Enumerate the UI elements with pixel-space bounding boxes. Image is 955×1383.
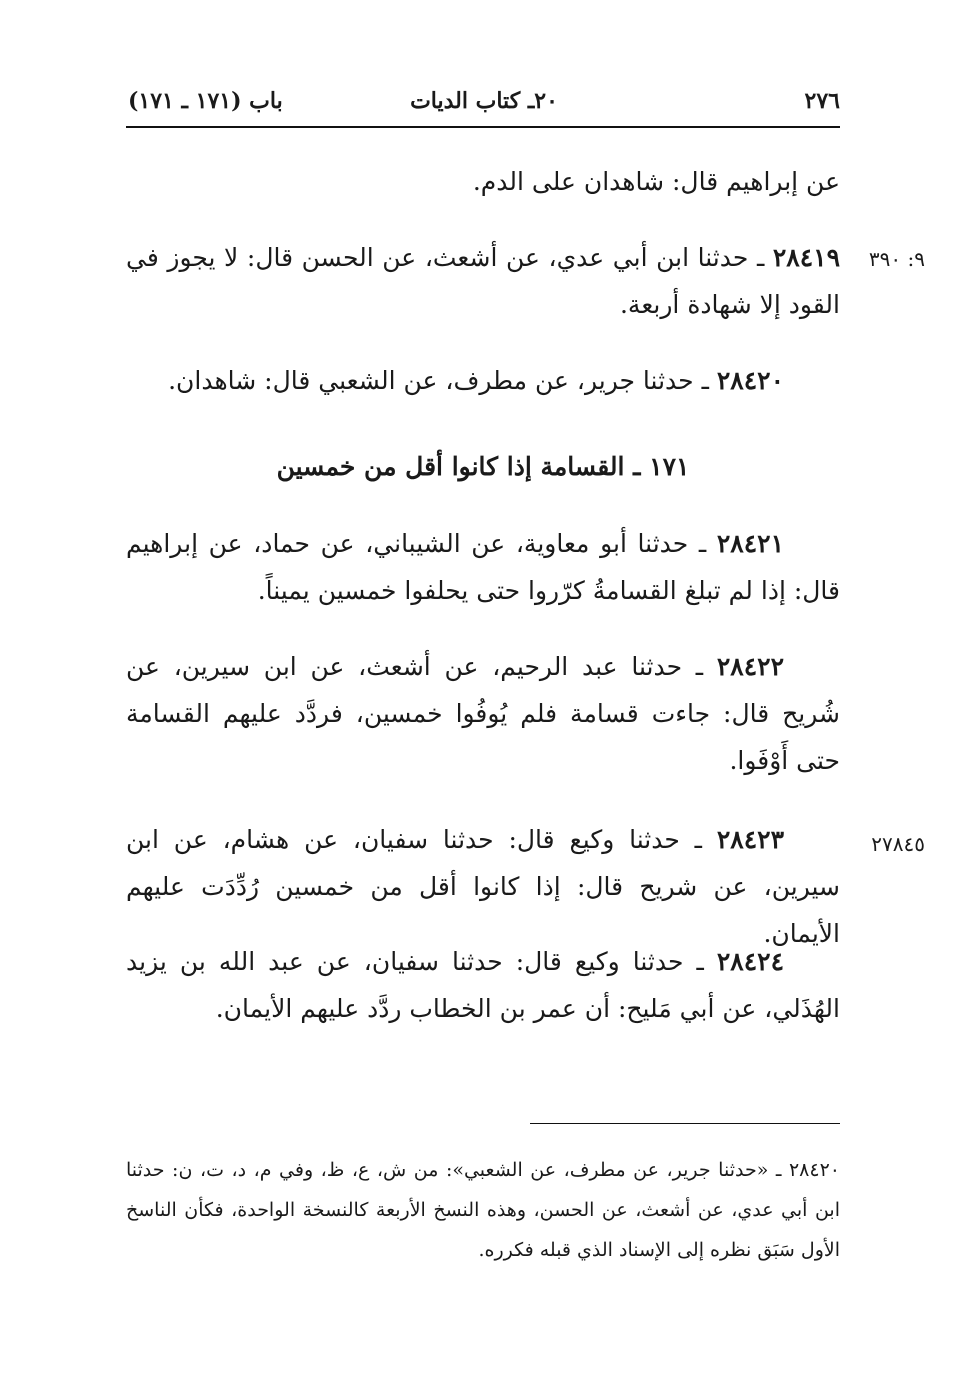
book-title: ٢٠ـ كتاب الديات <box>410 88 558 114</box>
hadith-28423 <box>126 816 840 957</box>
margin-reference: ٢٧٨٤٥ <box>871 832 925 856</box>
chapter-range: باب (١٧١ ـ ١٧١) <box>128 88 283 114</box>
hadith-28420 <box>126 357 840 404</box>
hadith-number: ٢٨٤١٩ <box>772 243 840 272</box>
hadith-28421 <box>126 520 840 614</box>
hadith-text: ـ حدثنا وكيع قال: حدثنا سفيان، عن عبد الله بن يزيد الهُذَلي، عن أبي مَليح: أن عمر بن الخطاب ردَّد عليهم الأيمان. <box>126 947 840 1023</box>
paragraph-continuation: عن إبراهيم قال: شاهدان على الدم. <box>472 167 840 196</box>
footnote: ٢٨٤٢٠ ـ «حدثنا جرير، عن مطرف، عن الشعبي»: من ش، ع، ظ، وفي م، د، ت، ن: حدثنا ابن أبي عدي، عن أشعث، عن الحسن، وهذه النسخ الأربعة كالنسخة الواحدة، فكأن الناسخ الأول سَبَق نظره إلى الإسناد الذي قبله فكرره. <box>126 1159 840 1261</box>
section-heading: ١٧١ ـ القسامة إذا كانوا أقل من خمسين <box>276 452 690 481</box>
hadith-text: ـ حدثنا وكيع قال: حدثنا سفيان، عن هشام، عن ابن سيرين، عن شريح قال: إذا كانوا أقل من خمسين رُدِّدَت عليهم الأيمان. <box>126 825 840 948</box>
running-header <box>128 82 840 122</box>
hadith-number: ٢٨٤٢٢ <box>716 652 784 681</box>
hadith-text: ـ حدثنا عبد الرحيم، عن أشعث، عن ابن سيرين، عن شُريح قال: جاءت قسامة فلم يُوفُوا خمسين، فردَّد عليهم القسامة حتى أَوْفَوا. <box>126 652 840 775</box>
hadith-text: ـ حدثنا جرير، عن مطرف، عن الشعبي قال: شاهدان. <box>168 366 717 395</box>
hadith-28424 <box>126 938 840 1032</box>
hadith-number: ٢٨٤٢٠ <box>716 366 784 395</box>
page-number: ٢٧٦ <box>804 88 840 114</box>
hadith-number: ٢٨٤٢١ <box>716 529 784 558</box>
hadith-28419 <box>126 234 840 328</box>
margin-reference: ٩: ٣٩٠ <box>868 247 925 271</box>
header-rule <box>126 126 840 128</box>
hadith-text: ـ حدثنا ابن أبي عدي، عن أشعث، عن الحسن قال: لا يجوز في القود إلا شهادة أربعة. <box>126 243 840 319</box>
hadith-number: ٢٨٤٢٣ <box>716 825 784 854</box>
hadith-28422 <box>126 643 840 784</box>
hadith-text: ـ حدثنا أبو معاوية، عن الشيباني، عن حماد، عن إبراهيم قال: إذا لم تبلغ القسامةُ كرّروا حتى يحلفوا خمسين يميناً. <box>126 529 840 605</box>
footnote-rule <box>530 1123 840 1124</box>
hadith-number: ٢٨٤٢٤ <box>716 947 784 976</box>
